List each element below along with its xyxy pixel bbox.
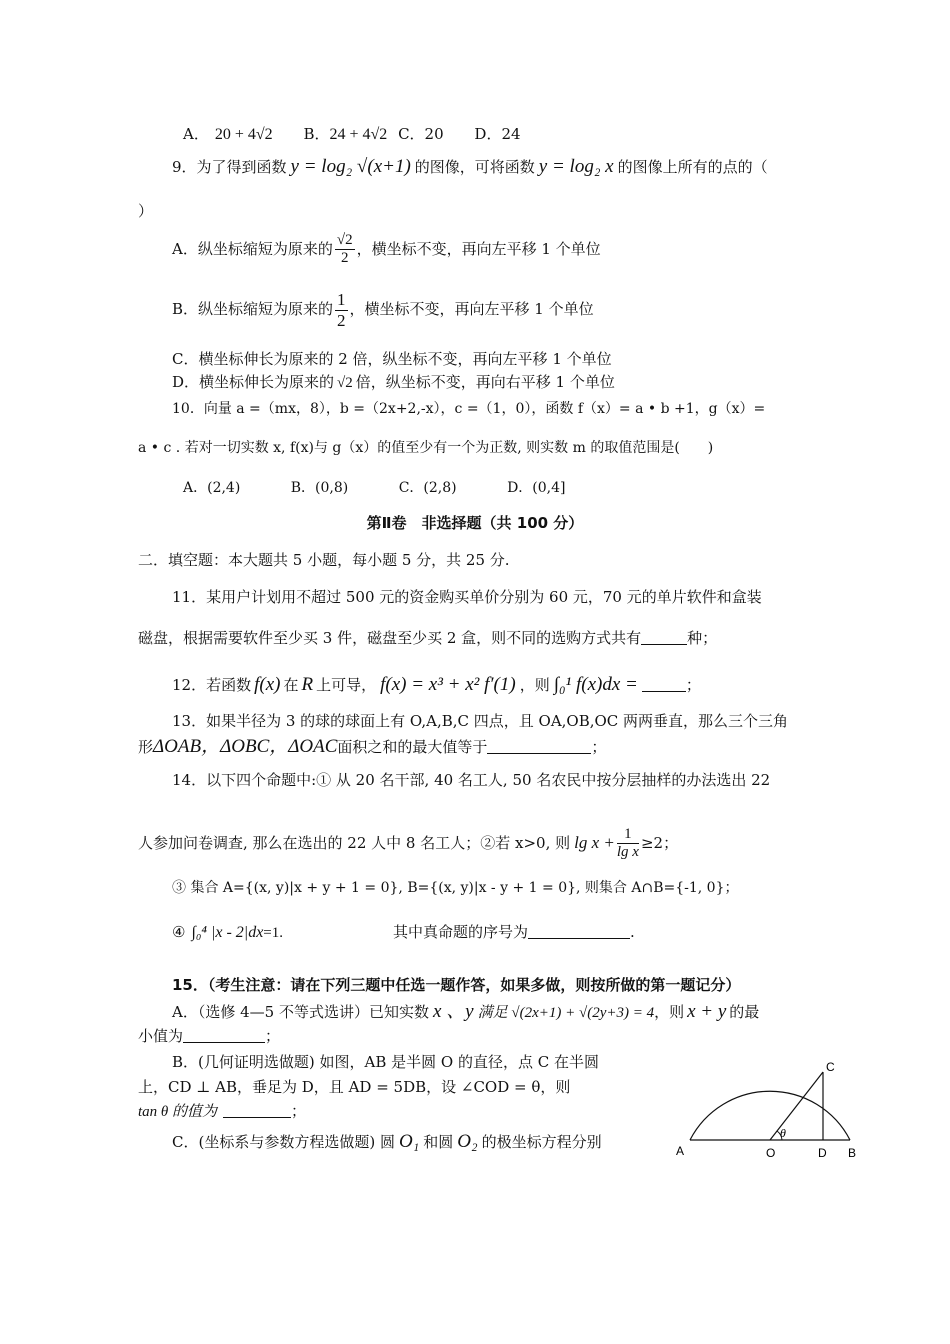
q14-lg-expression: lg x +: [574, 832, 615, 852]
q14-integral-value: =1.: [263, 925, 284, 941]
q9-b-numerator: 1: [337, 290, 346, 309]
q9-stem: [172, 157, 768, 176]
q12-integral: ∫₀¹ f(x)dx =: [553, 674, 638, 695]
q9-closing-paren: ）: [138, 202, 154, 220]
q14-lg-numerator: 1: [617, 826, 639, 844]
q9-function-1: y = log₂ √(x+1): [290, 156, 411, 177]
q15-a-tail: 的最: [729, 1003, 760, 1021]
q9-option-c: C．横坐标伸长为原来的 2 倍，纵坐标不变，再向左平移 1 个单位: [172, 350, 612, 368]
q8-a-value: 20 + 4√2: [214, 126, 273, 143]
q13-line-2: [138, 737, 606, 756]
q12-line: [172, 675, 701, 694]
q12-text: 12．若函数: [172, 676, 252, 694]
q15-a-line-2: [138, 1029, 280, 1044]
q13-end: ；: [591, 738, 607, 756]
q9-option-d: [172, 375, 615, 391]
q15-b-line-3: [138, 1104, 306, 1120]
q9-option-b: [172, 290, 594, 330]
q9-d-value: √2: [337, 375, 353, 391]
q9-b-fraction: [335, 290, 348, 330]
q15-c-tail: 的极坐标方程分别: [481, 1133, 602, 1151]
semicircle-arc: [690, 1091, 850, 1140]
q8-b-value: 24 + 4√2: [329, 126, 388, 143]
q14-answer-blank[interactable]: [528, 938, 630, 939]
label-a: A: [676, 1144, 685, 1158]
q9-middle-text: 的图像，可将函数: [414, 158, 535, 176]
q10-option-c: C．(2,8): [398, 480, 457, 496]
q11-line-2-text: 磁盘，根据需要软件至少买 3 件，磁盘至少买 2 盒，则不同的选购方式共有: [138, 629, 642, 647]
q11-line-2: [138, 631, 717, 646]
q15-c-circle-2: O₂: [457, 1131, 478, 1152]
q14-integral: ∫₀⁴ |x - 2|dx: [191, 924, 264, 941]
q14-lg-denominator: lg x: [616, 844, 639, 861]
q9-b-denominator: 2: [337, 310, 346, 330]
q10-option-b: B．(0,8): [290, 480, 349, 496]
q15-a-min-prompt: 小值为: [138, 1027, 184, 1045]
label-c: C: [826, 1060, 835, 1074]
q9-a-denominator: 2: [340, 250, 349, 267]
q10-line-1: 10．向量 a =（mx，8），b =（2x+2,-x），c =（1，0），函数 f（x）= a • b +1，g（x）=: [172, 401, 766, 417]
q12-function: f(x): [254, 674, 281, 695]
segment-oc: [770, 1072, 823, 1140]
q15-a-then: ，则: [654, 1003, 685, 1021]
q12-domain: R: [301, 674, 314, 695]
label-theta: θ: [780, 1126, 786, 1140]
q9-b-tail: ，横坐标不变，再向左平移 1 个单位: [349, 300, 594, 319]
q12-answer-blank[interactable]: [642, 691, 686, 692]
q9-d-tail: 倍，纵坐标不变，再向右平移 1 个单位: [355, 373, 615, 391]
q15-heading: 15．（考生注意：请在下列三题中任选一题作答，如果多做，则按所做的第一题记分）: [172, 976, 741, 994]
q13-answer-blank[interactable]: [487, 753, 591, 754]
q12-in: 在: [283, 676, 299, 694]
q14-line-3: ③ 集合 A={(x, y)|x + y + 1 = 0}, B={(x, y)|x - y + 1 = 0}, 则集合 A∩B={-1, 0}；: [172, 880, 739, 896]
q8-b-label: B．: [303, 125, 330, 143]
q14-line-1: 14．以下四个命题中:① 从 20 名干部, 40 名工人, 50 名农民中按分层抽样的办法选出 22: [172, 771, 771, 789]
q8-a-label: A．: [183, 125, 209, 143]
q15-a-answer-blank[interactable]: [183, 1042, 265, 1043]
q10-options: [183, 481, 565, 495]
q15-a-variables: x 、y: [432, 1001, 474, 1022]
q15-a-sum: x + y: [687, 1001, 727, 1022]
q14-answer-prompt: 其中真命题的序号为: [393, 923, 529, 941]
q15-a-end: ；: [265, 1027, 281, 1045]
q13-text: 面积之和的最大值等于: [337, 738, 488, 756]
q12-then: ，则: [519, 676, 550, 694]
q14-end: .: [630, 923, 635, 941]
q12-differentiable: 上可导，: [316, 676, 377, 694]
q9-a-numerator: √2: [335, 232, 355, 250]
label-o: O: [766, 1146, 776, 1160]
q9-b-text: B．纵坐标缩短为原来的: [172, 300, 334, 319]
q9-a-fraction: [335, 232, 355, 268]
q15-c-text: C．(坐标系与参数方程选做题) 圆: [172, 1133, 395, 1151]
semicircle-figure: [670, 1055, 870, 1165]
q15-c-circle-1: O₁: [398, 1131, 420, 1152]
q14-line-2-text: 人参加问卷调查, 那么在选出的 22 人中 8 名工人；②若 x>0, 则: [138, 833, 571, 852]
q12-end: ；: [685, 676, 701, 694]
section-2-title: 第Ⅱ卷 非选择题（共 100 分）: [366, 514, 584, 532]
q14-item-4-marker: ④: [172, 923, 186, 941]
q13-triangles: ΔOAB，ΔOBC，ΔOAC: [153, 736, 338, 757]
q11-answer-blank[interactable]: [641, 644, 687, 645]
q8-d-option: D．24: [474, 125, 521, 143]
q13-prefix: 形: [138, 738, 154, 756]
q8-options: [183, 127, 521, 143]
q15-a-text: A．（选修 4—5 不等式选讲）已知实数: [172, 1003, 429, 1021]
q14-line-4: [172, 925, 635, 941]
q15-b-line-1: B．(几何证明选做题) 如图，AB 是半圆 O 的直径，点 C 在半圆: [172, 1053, 599, 1071]
q14-line-2-end: ≥2；: [640, 833, 679, 852]
q15-b-answer-blank[interactable]: [223, 1117, 291, 1118]
q15-b-line-2: 上，CD ⊥ AB，垂足为 D，且 AD = 5DB，设 ∠COD = θ，则: [138, 1078, 571, 1096]
q9-function-2: y = log₂ x: [538, 156, 614, 177]
q15-b-end: ；: [291, 1102, 307, 1120]
label-d: D: [818, 1146, 827, 1160]
q13-line-1: 13．如果半径为 3 的球的球面上有 O,A,B,C 四点，且 OA,OB,OC 两两垂直，那么三个三角: [172, 712, 789, 730]
q11-line-1: 11．某用户计划用不超过 500 元的资金购买单价分别为 60 元，70 元的单片软件和盒装: [172, 588, 762, 606]
q9-d-text: D．横坐标伸长为原来的: [172, 373, 335, 391]
q15-c-line-1: [172, 1132, 602, 1151]
q11-line-2-end: 种；: [687, 629, 718, 647]
q15-a-condition: 满足 √(2x+1) + √(2y+3) = 4: [477, 1005, 655, 1021]
q10-line-2: a • c . 若对一切实数 x, f(x)与 g（x）的值至少有一个为正数, 则实数 m 的取值范围是( ): [138, 440, 714, 456]
q15-b-tan-prompt: tan θ 的值为: [138, 1104, 218, 1120]
q9-number: 9．为了得到函数: [172, 158, 287, 176]
q14-line-2: [138, 826, 678, 862]
q10-option-d: D．(0,4]: [507, 480, 566, 496]
q15-c-and: 和圆: [423, 1133, 454, 1151]
label-b: B: [848, 1146, 857, 1160]
q9-a-tail: ，横坐标不变，再向左平移 1 个单位: [356, 239, 601, 258]
q10-option-a: A．(2,4): [183, 480, 241, 496]
q14-lg-fraction: [617, 826, 639, 862]
q8-c-option: C．20: [398, 125, 444, 143]
q9-tail-text: 的图像上所有的点的（: [617, 158, 768, 176]
q9-option-a: [172, 232, 601, 268]
fill-in-intro: 二．填空题：本大题共 5 小题，每小题 5 分，共 25 分.: [138, 551, 510, 569]
q15-a-line-1: [172, 1002, 759, 1021]
q12-equation: f(x) = x³ + x² f′(1): [380, 674, 516, 695]
q9-a-text: A．纵坐标缩短为原来的: [172, 239, 333, 258]
